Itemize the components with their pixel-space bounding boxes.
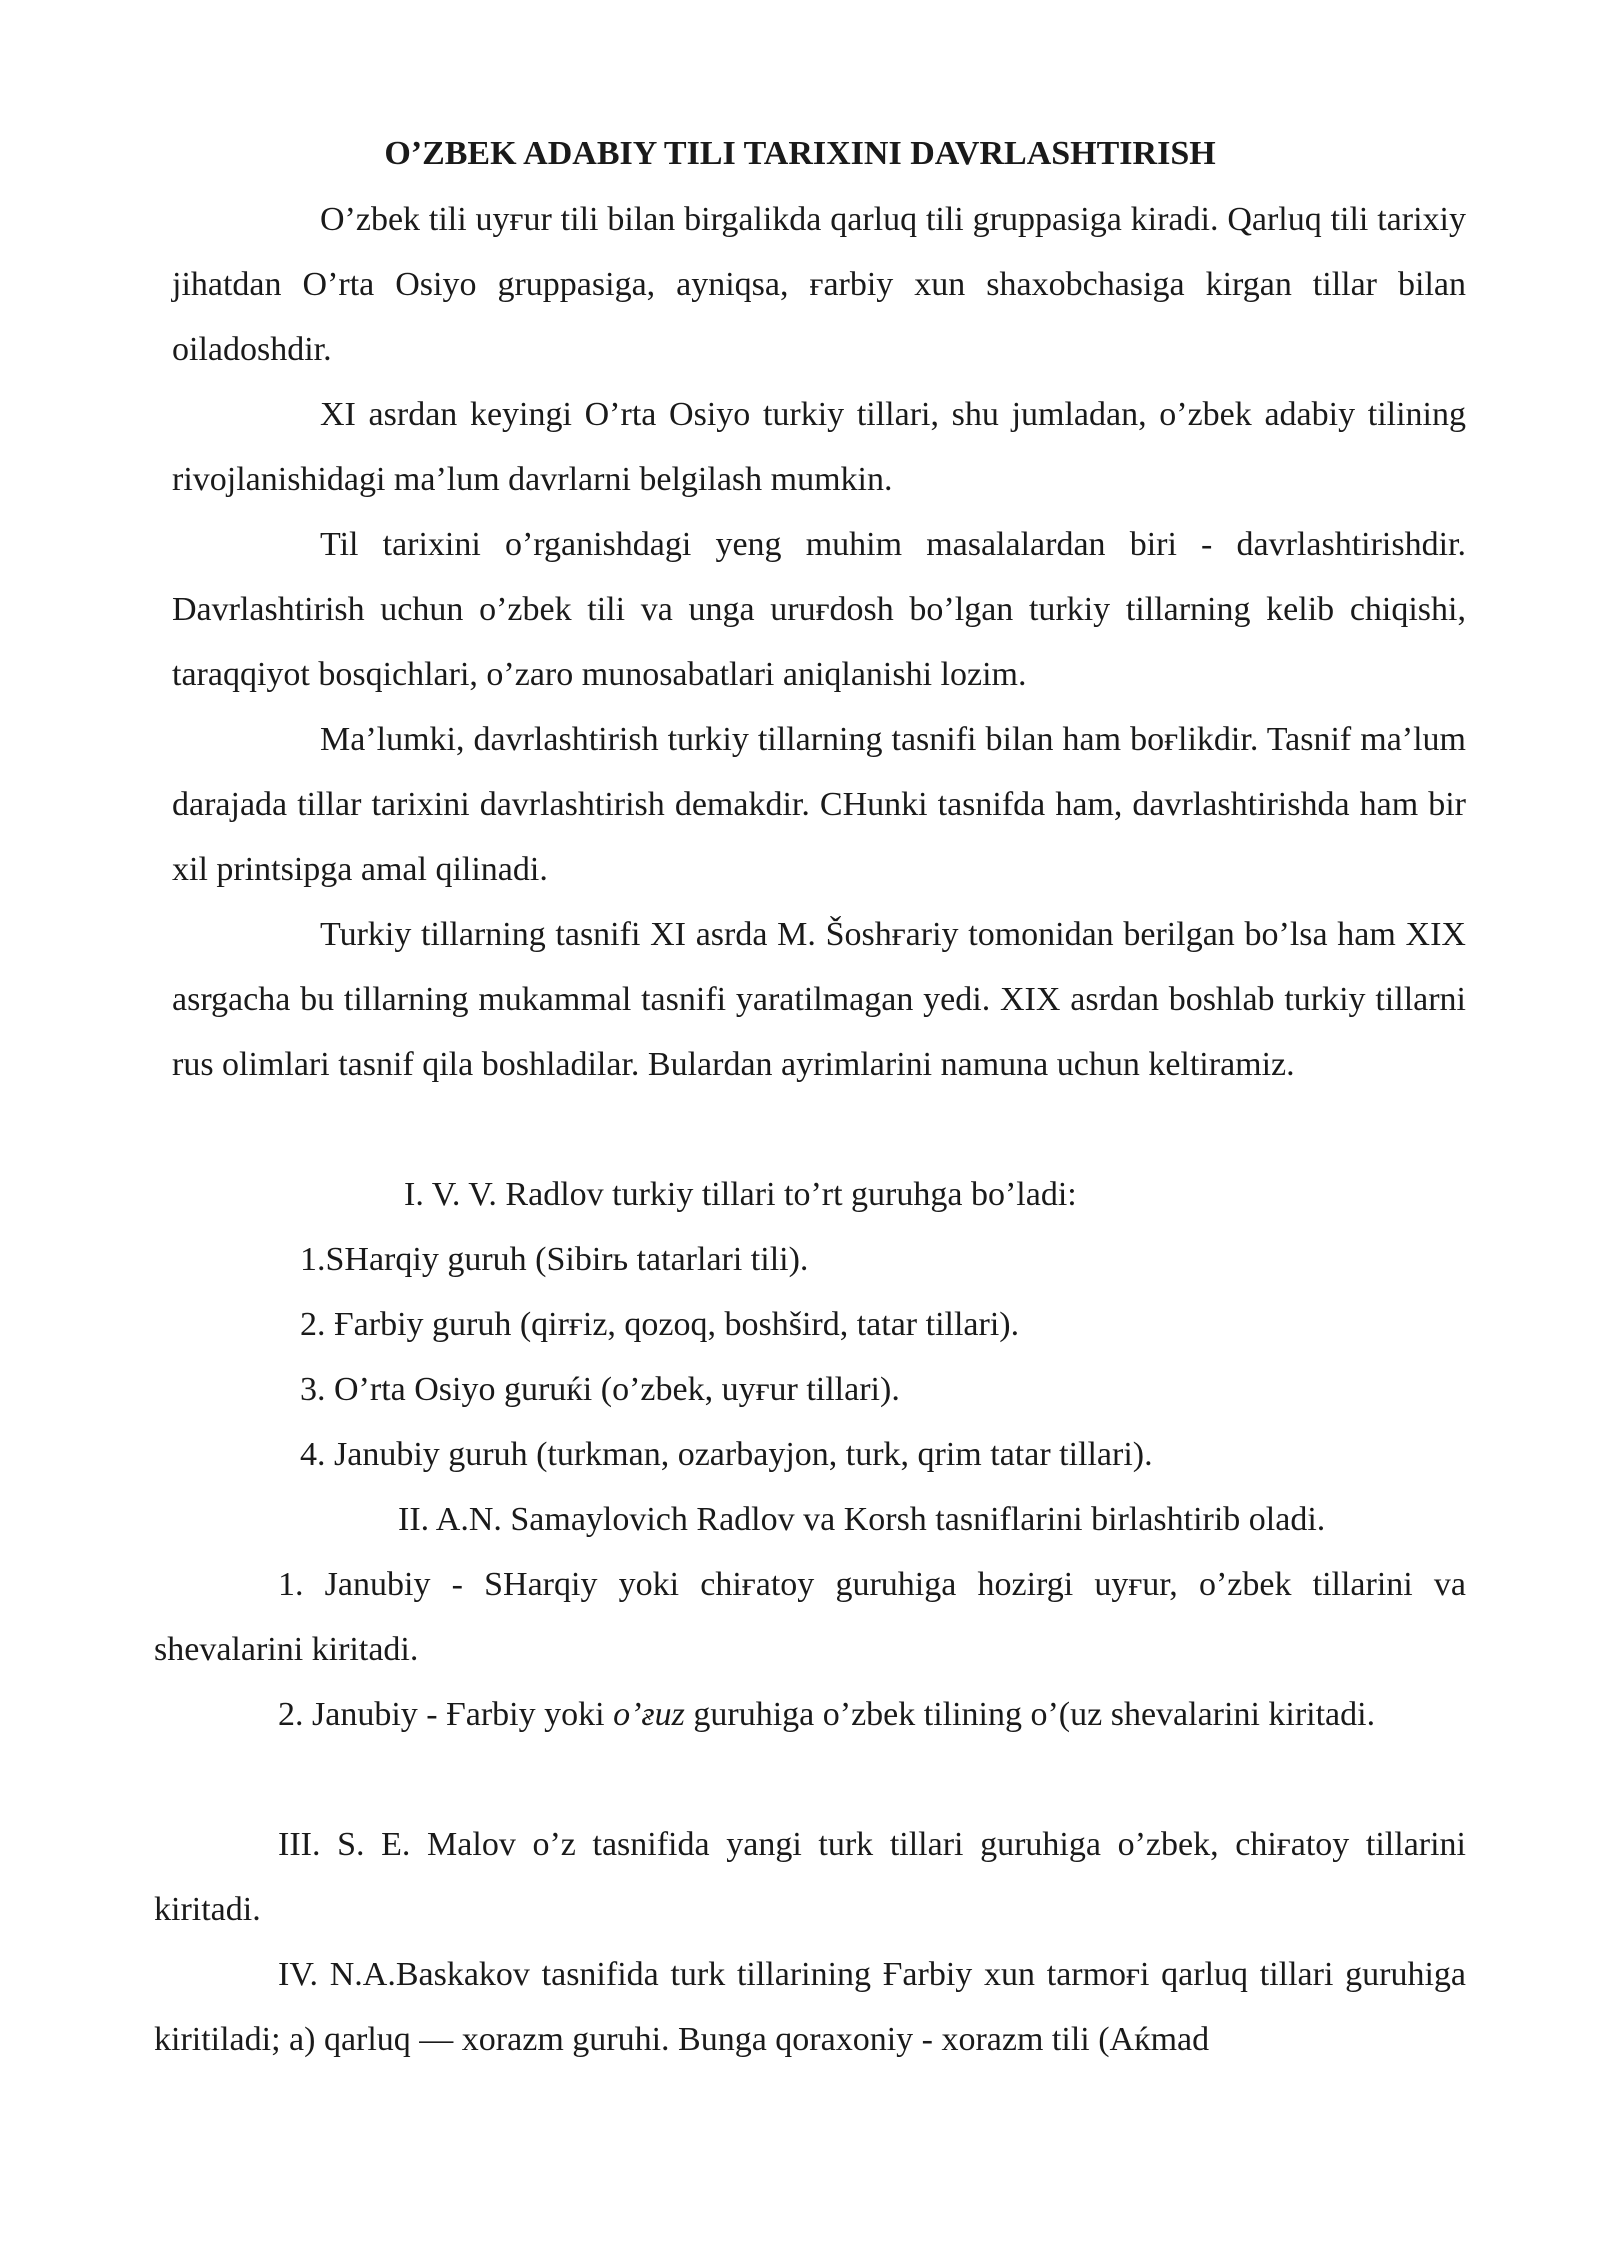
malov-paragraph: III. S. E. Malov o’z tasnifida yangi turk tillari guruhiga o’zbek, chiғatoy tillarini kiritadi. xyxy=(154,1826,1466,1928)
radlov-heading: I. V. V. Radlov turkiy tillari to’rt guruhga bo’ladi: xyxy=(404,1176,1077,1213)
samaylovich-item-2 xyxy=(154,1682,1466,1747)
baskakov-paragraph: IV. N.A.Baskakov tasnifida turk tillarining Ғarbiy xun tarmoғi qarluq tillari guruhiga kiritiladi; a) qarluq — xorazm guruhi. Bunga qoraxoniy - xorazm tili (Aќmad xyxy=(154,1956,1466,2058)
radlov-item-4: 4. Janubiy guruh (turkman, ozarbayjon, turk, qrim tatar tillari). xyxy=(300,1436,1153,1473)
ouz-italic-term: o’ғuz xyxy=(613,1696,685,1733)
samaylovich-item-2-end: guruhiga o’zbek tilining o’(uz shevalarini kiritadi. xyxy=(684,1696,1376,1733)
samaylovich-item-2-start: 2. Janubiy - Ғarbiy yoki xyxy=(278,1696,614,1733)
paragraph-1: O’zbek tili uyғur tili bilan birgalikda qarluq tili gruppasiga kiradi. Qarluq tili tarixiy jihatdan O’rta Osiyo gruppasiga, ayniqsa, ғarbiy xun shaxobchasiga kirgan tillar bilan oiladoshdir. xyxy=(172,201,1466,368)
radlov-item-3: 3. O’rta Osiyo guruќi (o’zbek, uyғur tillari). xyxy=(300,1371,900,1408)
paragraph-3: Til tarixini o’rganishdagi yeng muhim masalalardan biri - davrlashtirishdir. Davrlashtirish uchun o’zbek tili va unga uruғdosh bo’lgan turkiy tillarning kelib chiqishi, taraqqiyot bosqichlari, o’zaro munosabatlari aniqlanishi lozim. xyxy=(172,526,1466,693)
paragraph-5: Turkiy tillarning tasnifi XI asrda M. Šoshғariy tomonidan berilgan bo’lsa ham XIX asrgacha bu tillarning mukammal tasnifi yaratilmagan yedi. XIX asrdan boshlab turkiy tillarni rus olimlari tasnif qila boshladilar. Bulardan ayrimlarini namuna uchun keltiramiz. xyxy=(172,916,1466,1083)
paragraph-4: Ma’lumki, davrlashtirish turkiy tillarning tasnifi bilan ham boғlikdir. Tasnif ma’lum darajada tillar tarixini davrlashtirish demakdir. CHunki tasnifda ham, davrlashtirishda ham bir xil printsipga amal qilinadi. xyxy=(172,721,1466,888)
samaylovich-item-1: 1. Janubiy - SHarqiy yoki chiғatoy guruhiga hozirgi uyғur, o’zbek tillarini va shevalarini kiritadi. xyxy=(154,1566,1466,1668)
paragraph-2: XI asrdan keyingi O’rta Osiyo turkiy tillari, shu jumladan, o’zbek adabiy tilining rivojlanishidagi ma’lum davrlarni belgilash mumkin. xyxy=(172,396,1466,498)
document-title: O’ZBEK ADABIY TILI TARIXINI DAVRLASHTIRISH xyxy=(384,135,1216,172)
samaylovich-heading: II. A.N. Samaylovich Radlov va Korsh tasniflarini birlashtirib oladi. xyxy=(398,1501,1326,1538)
radlov-item-2: 2. Ғarbiy guruh (qirғiz, qozoq, boshšird, tatar tillari). xyxy=(300,1306,1020,1343)
radlov-item-1: 1.SHarqiy guruh (Sibirь tatarlari tili). xyxy=(300,1241,809,1278)
